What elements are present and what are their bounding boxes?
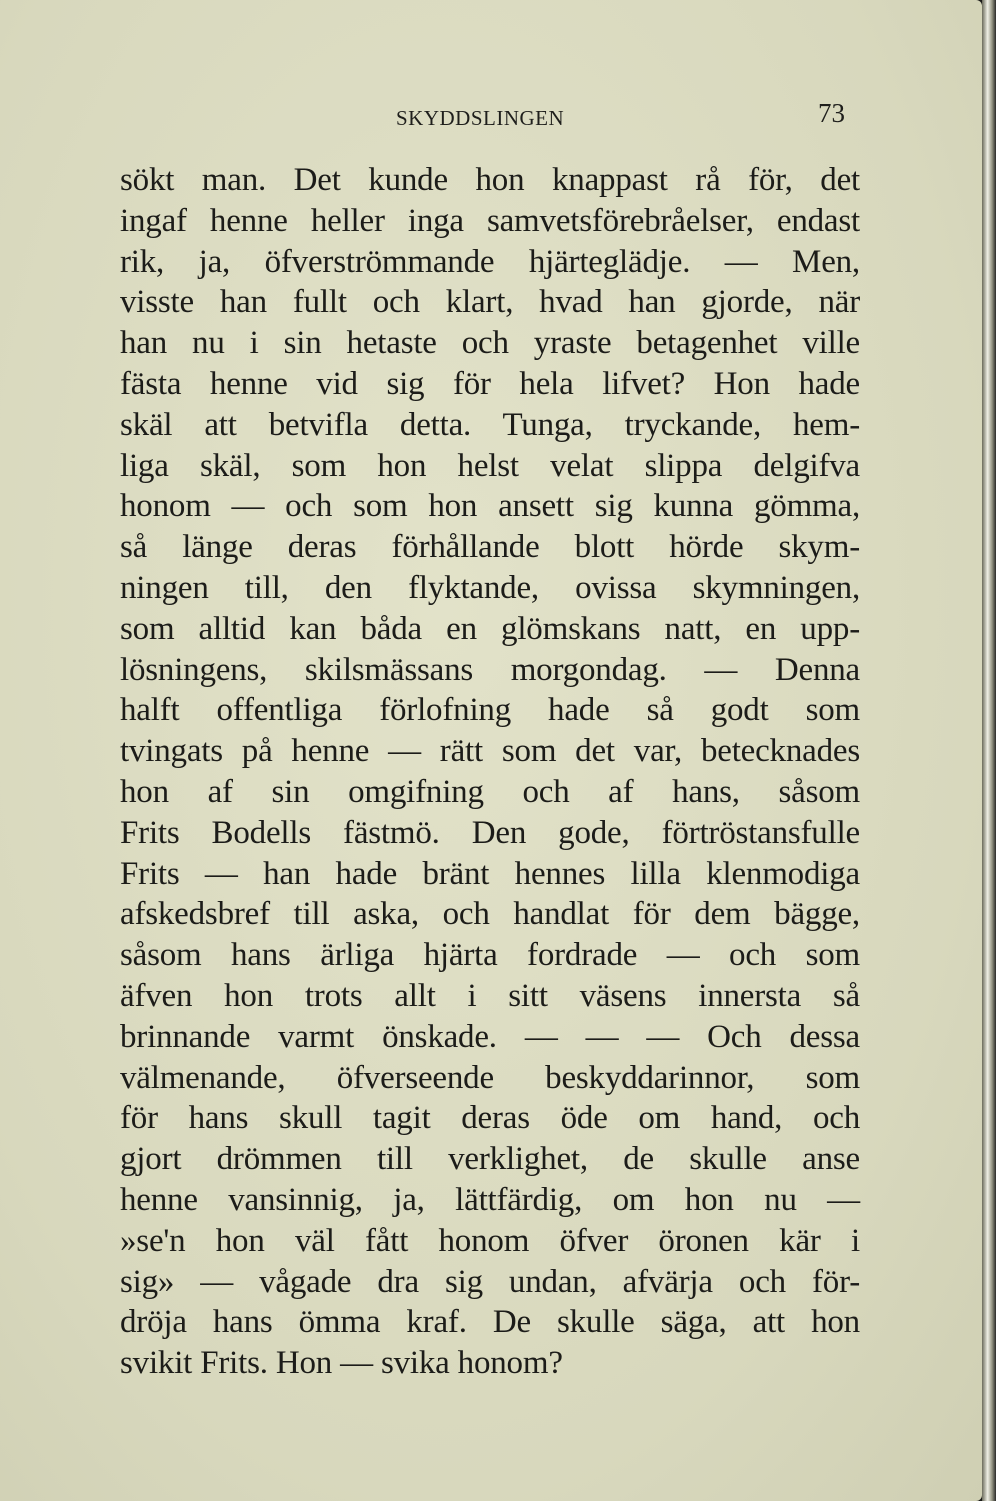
text-line: Frits Bodells fästmö. Den gode, förtröstansfulle [120, 814, 860, 851]
text-line: som alltid kan båda en glömskans natt, en upp- [120, 610, 860, 647]
text-line: henne vansinnig, ja, lättfärdig, om hon nu — [120, 1181, 860, 1218]
text-line: halft offentliga förlofning hade så godt som [120, 692, 860, 729]
text-line: tvingats på henne — rätt som det var, betecknades [120, 733, 860, 770]
text-line: ningen till, den flyktande, ovissa skymningen, [120, 569, 860, 606]
text-line: för hans skull tagit deras öde om hand, och [120, 1100, 860, 1137]
text-line: honom — och som hon ansett sig kunna gömma, [120, 488, 860, 525]
text-line: liga skäl, som hon helst velat slippa delgifva [120, 447, 860, 484]
text-line: brinnande varmt önskade. — — — Och dessa [120, 1018, 860, 1055]
text-line: så länge deras förhållande blott hörde skym- [120, 529, 860, 566]
text-line: hon af sin omgifning och af hans, såsom [120, 773, 860, 810]
text-line: såsom hans ärliga hjärta fordrade — och som [120, 937, 860, 974]
text-line: afskedsbref till aska, och handlat för dem bägge, [120, 896, 860, 933]
text-line: sig» — vågade dra sig undan, afvärja och för- [120, 1263, 860, 1300]
text-line: lösningens, skilsmässans morgondag. — Denna [120, 651, 860, 688]
page-edge [982, 0, 996, 1501]
text-line: »se'n hon väl fått honom öfver öronen kär i [120, 1222, 860, 1259]
text-line: svikit Frits. Hon — svika honom? [120, 1345, 563, 1382]
text-line: visste han fullt och klart, hvad han gjorde, när [120, 284, 860, 321]
text-line: skäl att betvifla detta. Tunga, tryckande, hem- [120, 406, 860, 443]
text-line: fästa henne vid sig för hela lifvet? Hon hade [120, 365, 860, 402]
text-line: Frits — han hade bränt hennes lilla klenmodiga [120, 855, 860, 892]
running-title: SKYDDSLINGEN [396, 106, 565, 130]
text-line: äfven hon trots allt i sitt väsens innersta så [120, 977, 860, 1014]
page-number: 73 [818, 98, 845, 128]
text-line: sökt man. Det kunde hon knappast rå för, det [120, 162, 860, 198]
text-line: han nu i sin hetaste och yraste betagenhet ville [120, 325, 860, 362]
text-line: gjort drömmen till verklighet, de skulle anse [120, 1141, 860, 1178]
text-line: ingaf henne heller inga samvetsförebråelser, endast [120, 202, 860, 239]
body-text [120, 160, 860, 1384]
text-line: rik, ja, öfverströmmande hjärteglädje. — Men, [120, 243, 860, 280]
text-line: dröja hans ömma kraf. De skulle säga, att hon [120, 1304, 860, 1341]
text-line: välmenande, öfverseende beskyddarinnor, som [120, 1059, 860, 1096]
page-header [0, 98, 982, 138]
